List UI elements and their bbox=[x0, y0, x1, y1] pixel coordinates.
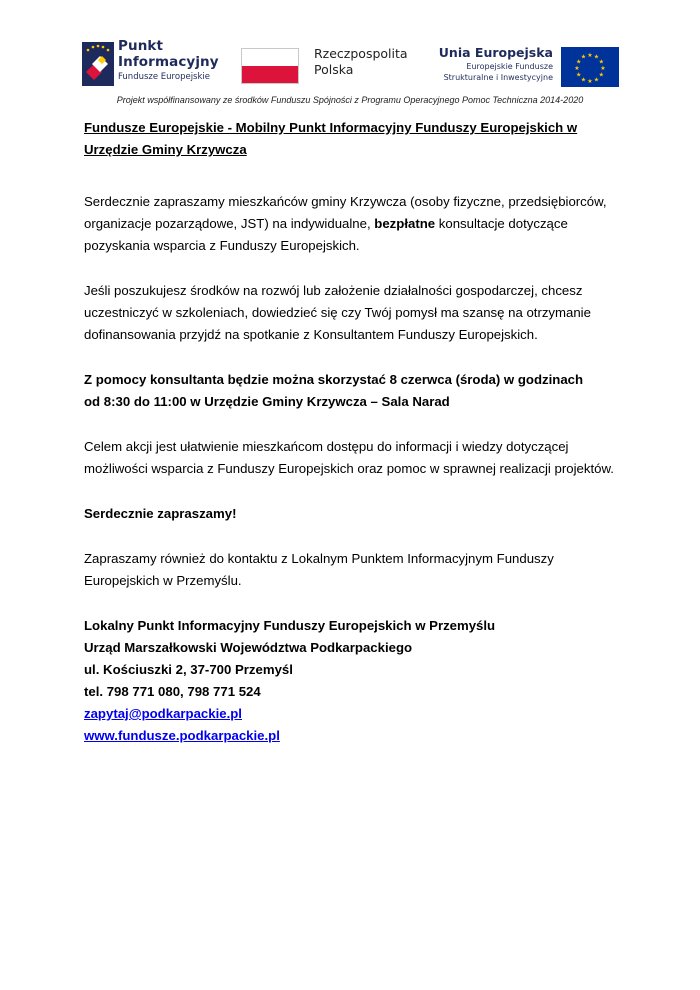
punkt-logo-line2: Informacyjny bbox=[118, 53, 219, 70]
contact-invite-line1: Zapraszamy również do kontaktu z Lokalnym Punktem Informacyjnym Funduszy bbox=[84, 551, 554, 566]
contact-phone: tel. 798 771 080, 798 771 524 bbox=[84, 684, 261, 699]
intro-line1: Serdecznie zapraszamy mieszkańców gminy Krzywcza (osoby fizyczne, przedsiębiorców, bbox=[84, 194, 607, 209]
svg-text:★: ★ bbox=[576, 71, 582, 79]
svg-text:★: ★ bbox=[574, 65, 580, 72]
contact-address: ul. Kościuszki 2, 37-700 Przemyśl bbox=[84, 662, 293, 677]
funding-line3: dofinansowania przyjdź na spotkanie z Konsultantem Funduszy Europejskich. bbox=[84, 327, 538, 342]
fe-star-emblem-icon bbox=[82, 42, 114, 86]
ue-logo-line3: Strukturalne i Inwestycyjne bbox=[443, 72, 553, 82]
polish-flag-icon bbox=[241, 48, 299, 84]
funding-line1: Jeśli poszukujesz środków na rozwój lub założenie działalności gospodarczej, chcesz bbox=[84, 283, 583, 298]
svg-text:★: ★ bbox=[587, 52, 593, 59]
logo-band bbox=[0, 40, 700, 92]
punkt-informacyjny-logo bbox=[82, 40, 222, 90]
svg-text:★: ★ bbox=[580, 76, 587, 84]
funding-line2: uczestniczyć w szkoleniach, dowiedzieć się czy Twój pomysł ma szansę na otrzymanie bbox=[84, 305, 591, 320]
ue-logo-line2: Europejskie Fundusze bbox=[466, 61, 553, 71]
svg-text:★: ★ bbox=[580, 53, 587, 61]
svg-text:★: ★ bbox=[587, 78, 593, 85]
contact-email-link[interactable]: zapytaj@podkarpackie.pl bbox=[84, 706, 242, 721]
document-body bbox=[84, 117, 624, 747]
schedule-line1: Z pomocy konsultanta będzie można skorzystać 8 czerwca (środa) w godzinach bbox=[84, 372, 584, 387]
title-line1: Fundusze Europejskie - Mobilny Punkt Informacyjny Funduszy Europejskich w bbox=[84, 120, 578, 135]
title-line2: Urzędzie Gminy Krzywcza bbox=[84, 142, 247, 157]
punkt-logo-line3: Fundusze Europejskie bbox=[118, 72, 210, 82]
contact-website-link[interactable]: www.fundusze.podkarpackie.pl bbox=[84, 728, 280, 743]
eu-flag-icon bbox=[561, 47, 619, 87]
purpose-line1: Celem akcji jest ułatwienie mieszkańcom dostępu do informacji i wiedzy dotyczącej bbox=[84, 439, 569, 454]
intro-line2-end: konsultacje dotyczące bbox=[435, 216, 568, 231]
purpose-paragraph bbox=[84, 436, 624, 480]
contact-invite-paragraph bbox=[84, 548, 624, 592]
punkt-logo-line1: Punkt bbox=[118, 38, 164, 54]
purpose-line2: możliwości wsparcia z Funduszy Europejskich oraz pomoc w sprawnej realizacji projektów. bbox=[84, 461, 614, 476]
contact-block bbox=[84, 615, 624, 747]
rp-logo-line1: Rzeczpospolita bbox=[314, 46, 408, 61]
svg-text:★: ★ bbox=[593, 76, 600, 84]
intro-line2-start: organizacje pozarządowe, JST) na indywidualne, bbox=[84, 216, 375, 231]
unia-europejska-logo bbox=[438, 45, 619, 89]
intro-paragraph bbox=[84, 191, 624, 257]
svg-text:★: ★ bbox=[598, 58, 604, 66]
schedule-line2: od 8:30 do 11:00 w Urzędzie Gminy Krzywcza – Sala Narad bbox=[84, 394, 450, 409]
funding-paragraph bbox=[84, 280, 624, 346]
cofinancing-note: Projekt współfinansowany ze środków Funduszu Spójności z Programu Operacyjnego Pomoc Techniczna 2014-2020 bbox=[116, 95, 584, 105]
contact-invite-line2: Europejskich w Przemyślu. bbox=[84, 573, 242, 588]
rzeczpospolita-polska-logo bbox=[241, 48, 411, 88]
document-title bbox=[84, 117, 624, 161]
schedule-paragraph bbox=[84, 369, 624, 413]
contact-name: Lokalny Punkt Informacyjny Funduszy Europejskich w Przemyślu bbox=[84, 618, 496, 633]
ue-logo-line1: Unia Europejska bbox=[438, 45, 553, 60]
svg-text:★: ★ bbox=[593, 53, 600, 61]
intro-line3: pozyskania wsparcia z Funduszy Europejskich. bbox=[84, 238, 360, 253]
svg-text:★: ★ bbox=[576, 58, 582, 66]
svg-text:★: ★ bbox=[600, 65, 606, 72]
contact-office: Urząd Marszałkowski Województwa Podkarpackiego bbox=[84, 640, 413, 655]
invite-heading: Serdecznie zapraszamy! bbox=[84, 506, 237, 521]
intro-free-emphasis: bezpłatne bbox=[374, 216, 436, 231]
rp-logo-line2: Polska bbox=[314, 61, 354, 77]
svg-text:★: ★ bbox=[598, 71, 604, 79]
